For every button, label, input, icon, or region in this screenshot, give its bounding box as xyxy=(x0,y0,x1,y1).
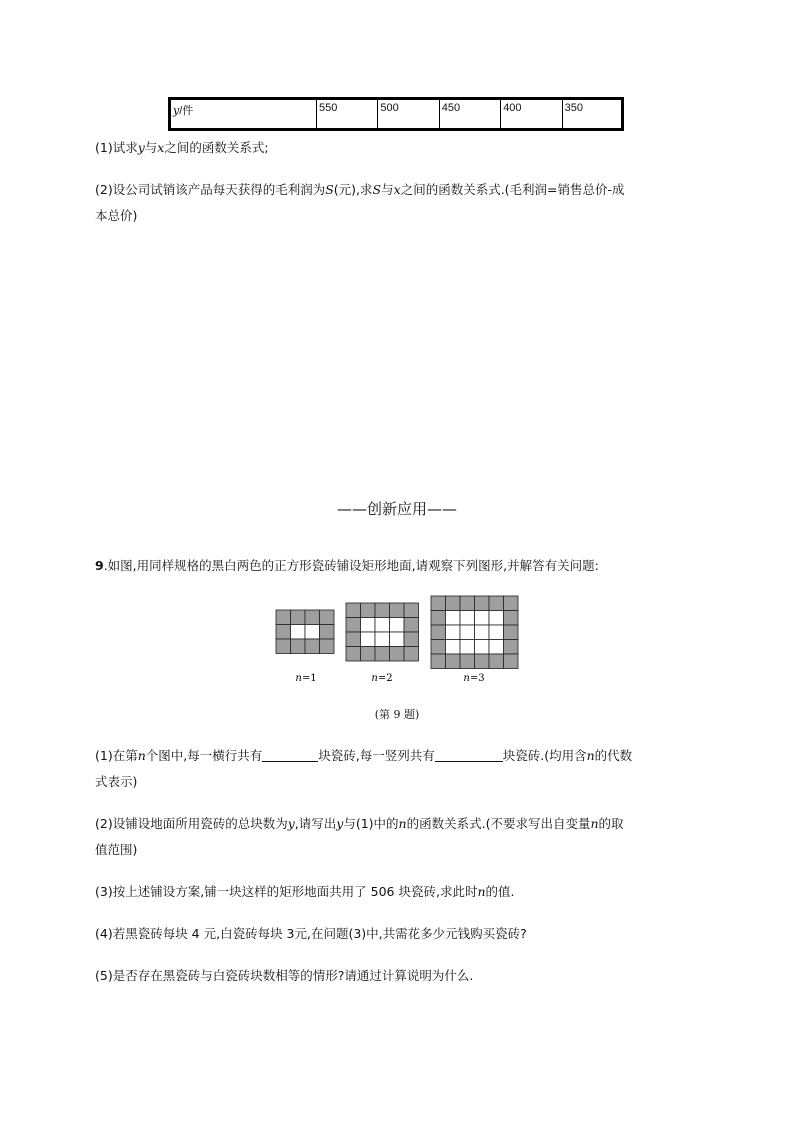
table-cell: 450 xyxy=(439,99,500,130)
black-tile xyxy=(404,647,419,662)
black-tile xyxy=(320,610,335,625)
black-tile xyxy=(460,596,475,611)
black-tile xyxy=(291,610,306,625)
black-tile xyxy=(361,647,376,662)
table-cell: 500 xyxy=(378,99,439,130)
table-unit: /件 xyxy=(179,105,194,117)
black-tile xyxy=(431,654,446,669)
black-tile xyxy=(460,654,475,669)
q8-part2: (2)设公司试销该产品每天获得的毛利润为S(元),求S与x之间的函数关系式.(毛利润=销售总价-成 xyxy=(95,182,625,197)
white-tile xyxy=(361,618,376,633)
black-tile xyxy=(276,610,291,625)
black-tile xyxy=(504,596,519,611)
white-tile xyxy=(446,640,461,655)
black-tile xyxy=(346,603,361,618)
white-tile xyxy=(361,632,376,647)
q9-part1: (1)在第n个图中,每一横行共有 块瓷砖,每一竖列共有 块瓷砖.(均用含n的代数 xyxy=(95,748,633,763)
table-cell: 350 xyxy=(562,99,622,130)
black-tile xyxy=(446,596,461,611)
black-tile xyxy=(320,639,335,654)
black-tile xyxy=(475,654,490,669)
white-tile xyxy=(460,611,475,626)
black-tile xyxy=(291,639,306,654)
section-title: ——创新应用—— xyxy=(336,500,457,518)
black-tile xyxy=(431,596,446,611)
white-tile xyxy=(489,625,504,640)
black-tile xyxy=(404,603,419,618)
black-tile xyxy=(431,640,446,655)
black-tile xyxy=(305,610,320,625)
black-tile xyxy=(504,625,519,640)
white-tile xyxy=(390,632,405,647)
black-tile xyxy=(446,654,461,669)
white-tile xyxy=(489,611,504,626)
q9-part5: (5)是否存在黑瓷砖与白瓷砖块数相等的情形?请通过计算说明为什么. xyxy=(95,968,474,983)
black-tile xyxy=(504,654,519,669)
q9-intro: 9.如图,用同样规格的黑白两色的正方形瓷砖铺设矩形地面,请观察下列图形,并解答有关问题: xyxy=(95,558,599,573)
black-tile xyxy=(346,632,361,647)
price-table xyxy=(168,97,624,131)
white-tile xyxy=(446,625,461,640)
fig-label-2: n=2 xyxy=(371,673,393,684)
white-tile xyxy=(390,618,405,633)
tile-grid-3 xyxy=(431,596,518,669)
table-cell: 550 xyxy=(316,99,377,130)
white-tile xyxy=(475,640,490,655)
q8-part1: (1)试求y与x之间的函数关系式; xyxy=(95,140,269,155)
q9-part1-cont: 式表示) xyxy=(95,774,138,789)
white-tile xyxy=(460,640,475,655)
answer-blank-1[interactable] xyxy=(262,747,318,762)
q9-part3: (3)按上述铺设方案,铺一块这样的矩形地面共用了 506 块瓷砖,求此时n的值. xyxy=(95,884,515,899)
table-var: y xyxy=(173,104,180,117)
figure-caption: (第 9 题) xyxy=(374,708,420,721)
white-tile xyxy=(489,640,504,655)
black-tile xyxy=(431,611,446,626)
table-label-cell xyxy=(170,99,317,130)
black-tile xyxy=(361,603,376,618)
black-tile xyxy=(504,640,519,655)
black-tile xyxy=(390,647,405,662)
white-tile xyxy=(291,625,306,640)
question-number: 9 xyxy=(95,558,104,573)
black-tile xyxy=(346,618,361,633)
fig-label-1: n=1 xyxy=(295,673,317,684)
table-cell: 400 xyxy=(501,99,562,130)
tile-figures xyxy=(270,592,530,688)
black-tile xyxy=(305,639,320,654)
black-tile xyxy=(276,625,291,640)
answer-blank-2[interactable] xyxy=(435,747,503,762)
white-tile xyxy=(375,632,390,647)
q9-part2: (2)设铺设地面所用瓷砖的总块数为y,请写出y与(1)中的n的函数关系式.(不要求写出自变量n的取 xyxy=(95,816,624,831)
black-tile xyxy=(276,639,291,654)
q9-part2-cont: 值范围) xyxy=(95,842,138,857)
black-tile xyxy=(346,647,361,662)
tile-grid-1 xyxy=(276,610,334,654)
white-tile xyxy=(446,611,461,626)
black-tile xyxy=(404,618,419,633)
fig-label-3: n=3 xyxy=(463,673,485,684)
black-tile xyxy=(489,654,504,669)
tile-grid-2 xyxy=(346,603,419,661)
black-tile xyxy=(390,603,405,618)
black-tile xyxy=(475,596,490,611)
black-tile xyxy=(404,632,419,647)
white-tile xyxy=(305,625,320,640)
white-tile xyxy=(460,625,475,640)
table-row xyxy=(170,99,623,130)
white-tile xyxy=(375,618,390,633)
black-tile xyxy=(375,647,390,662)
q9-part4: (4)若黑瓷砖每块 4 元,白瓷砖每块 3元,在问题(3)中,共需花多少元钱购买瓷砖? xyxy=(95,926,527,941)
black-tile xyxy=(375,603,390,618)
white-tile xyxy=(475,625,490,640)
black-tile xyxy=(504,611,519,626)
black-tile xyxy=(431,625,446,640)
black-tile xyxy=(320,625,335,640)
q8-part2-cont: 本总价) xyxy=(95,208,138,223)
black-tile xyxy=(489,596,504,611)
white-tile xyxy=(475,611,490,626)
